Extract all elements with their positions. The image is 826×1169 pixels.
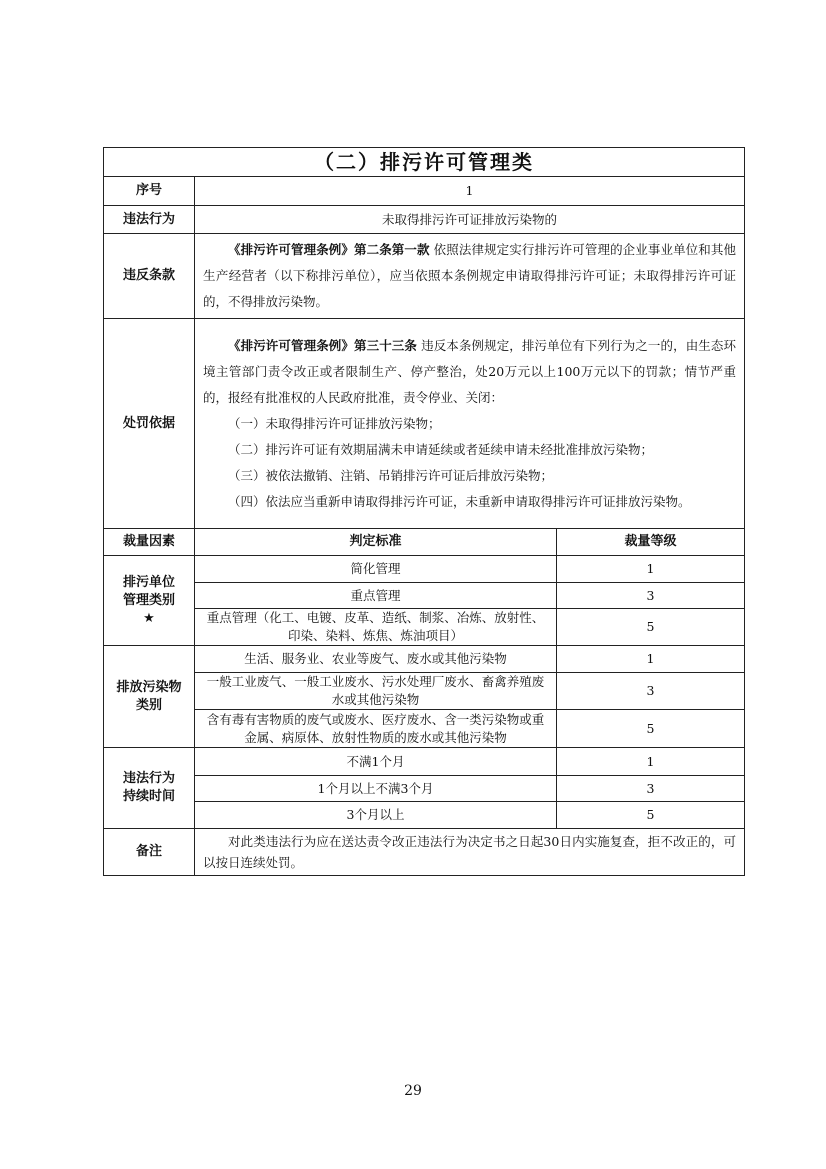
violation-value: 未取得排污许可证排放污染物的: [195, 206, 745, 234]
level-cell: 1: [557, 646, 745, 673]
clause-label: 违反条款: [104, 234, 195, 319]
group-label-line: 排放污染物: [116, 679, 182, 695]
group-label: [104, 556, 195, 646]
standard-cell: 重点管理（化工、电镀、皮革、造纸、制浆、冶炼、放射性、印染、染料、炼焦、炼油项目）: [195, 609, 557, 646]
standard-cell: 重点管理: [195, 583, 557, 609]
level-cell: 3: [557, 776, 745, 802]
violation-label: 违法行为: [104, 206, 195, 234]
group-label-line: 违法行为: [122, 771, 175, 786]
note-content: [195, 829, 745, 876]
group-label: [104, 646, 195, 748]
header-level: 裁量等级: [557, 529, 745, 556]
header-factor: 裁量因素: [104, 529, 195, 556]
table-row: [104, 583, 745, 609]
clause-text: 依照法律规定实行排污许可管理的企业事业单位和其他生产经营者（以下称排污单位），应当依照本条例规定申请取得排污许可证；未取得排污许可证的，不得排放污染物。: [203, 242, 736, 309]
table-row: [104, 802, 745, 829]
header-standard: 判定标准: [195, 529, 557, 556]
level-cell: 5: [557, 609, 745, 646]
penalty-law: 《排污许可管理条例》第三十三条: [228, 337, 418, 353]
level-cell: 1: [557, 556, 745, 583]
penalty-item: （一）未取得排污许可证排放污染物；: [228, 415, 441, 431]
group-label-line: 类别: [135, 697, 162, 713]
note-label: 备注: [104, 829, 195, 876]
note-text: 对此类违法行为应在送达责令改正违法行为决定书之日起30日内实施复查，拒不改正的，可以按日连续处罚。: [203, 834, 736, 870]
standard-cell: 3个月以上: [195, 802, 557, 829]
penalty-item: （四）依法应当重新申请取得排污许可证，未重新申请取得排污许可证排放污染物。: [228, 493, 691, 509]
serial-value: 1: [195, 177, 745, 206]
group-label: [104, 748, 195, 829]
standard-cell: 含有毒有害物质的废气或废水、医疗废水、含一类污染物或重金属、病原体、放射性物质的废水或其他污染物: [195, 710, 557, 748]
star-mark: ★: [143, 610, 155, 626]
table-row: [104, 673, 745, 710]
penalty-item: （三）被依法撤销、注销、吊销排污许可证后排放污染物；: [228, 467, 554, 483]
table-row: [104, 776, 745, 802]
standard-cell: 一般工业废气、一般工业废水、污水处理厂废水、畜禽养殖废水或其他污染物: [195, 673, 557, 710]
level-cell: 1: [557, 748, 745, 776]
level-cell: 3: [557, 583, 745, 609]
table-row: [104, 556, 745, 583]
group-label-line: 排污单位: [122, 574, 175, 590]
page-number: 29: [404, 1083, 422, 1099]
penalty-content: [195, 319, 745, 529]
table-row: [104, 646, 745, 673]
standard-cell: 1个月以上不满3个月: [195, 776, 557, 802]
standard-cell: 不满1个月: [195, 748, 557, 776]
standard-cell: 生活、服务业、农业等废气、废水或其他污染物: [195, 646, 557, 673]
table-row: [104, 748, 745, 776]
level-cell: 3: [557, 673, 745, 710]
standard-cell: 简化管理: [195, 556, 557, 583]
discretion-table: [103, 147, 745, 876]
group-label-line: 管理类别: [122, 592, 175, 608]
serial-label: 序号: [104, 177, 195, 206]
clause-law: 《排污许可管理条例》第二条第一款: [228, 242, 430, 257]
penalty-label: 处罚依据: [104, 319, 195, 529]
penalty-text: 违反本条例规定，排污单位有下列行为之一的，由生态环境主管部门责令改正或者限制生产、停产整治，处20万元以上100万元以下的罚款；情节严重的，报经有批准权的人民政府批准，责令停业、关闭：: [203, 337, 736, 405]
level-cell: 5: [557, 802, 745, 829]
table-row: [104, 710, 745, 748]
penalty-item: （二）排污许可证有效期届满未申请延续或者延续申请未经批准排放污染物；: [228, 441, 654, 457]
group-label-line: 持续时间: [122, 789, 175, 804]
level-cell: 5: [557, 710, 745, 748]
table-row: [104, 609, 745, 646]
table-title: （二）排污许可管理类: [104, 148, 745, 177]
clause-content: [195, 234, 745, 319]
